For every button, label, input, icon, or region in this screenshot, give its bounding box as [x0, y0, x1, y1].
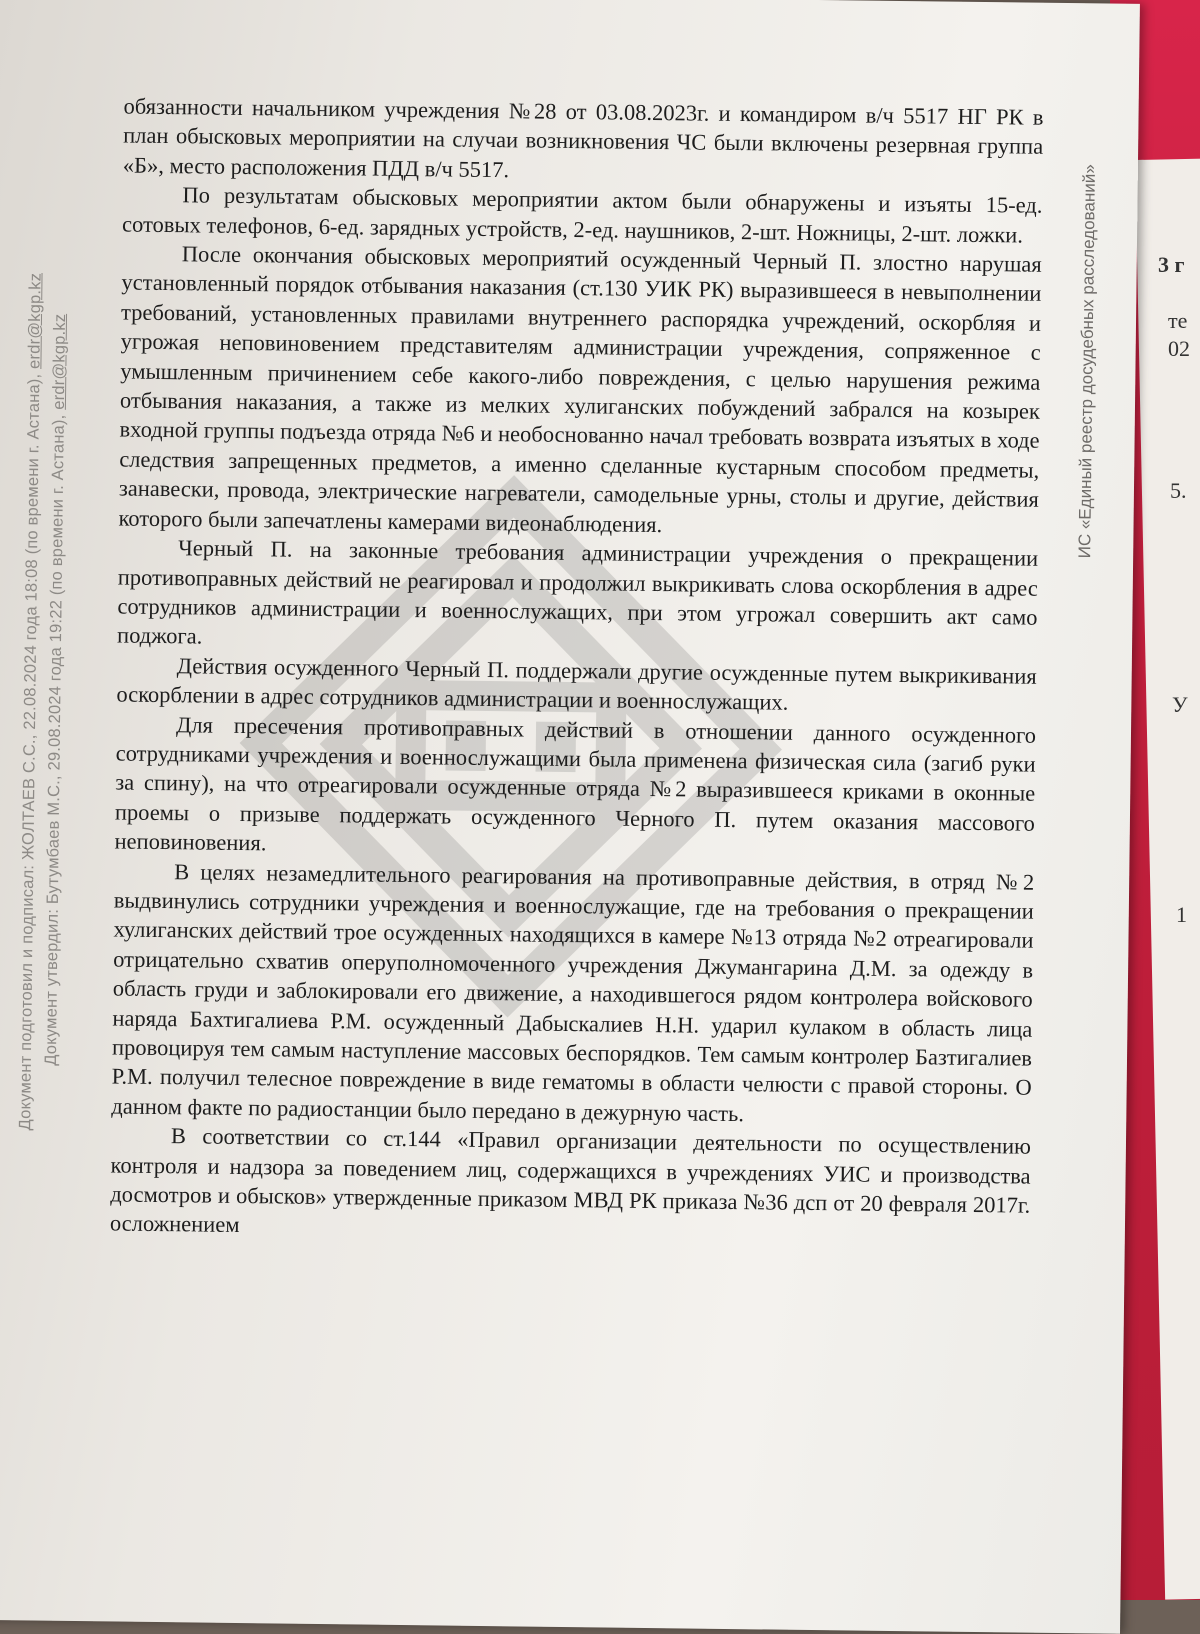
background-fragment: У: [1172, 692, 1188, 717]
background-fragment: 5.: [1170, 478, 1187, 503]
paragraph: обязанности начальником учреждения №28 от 03.08.2023г. и командиром в/ч 5517 НГ РК в план обысковых мероприятии на случаи возникновения ЧС были включены резервная группа «Б», место расположения ПДД в/ч 5517.: [122, 93, 1044, 183]
background-fragment: те: [1168, 308, 1188, 333]
paragraph: Черный П. на законные требования администрации учреждения о прекращении противоправных действий не реагировал и продолжил выкрикивать слова оскорбления в адрес сотрудников администрации и военнослужащих, при этом угрожал совершить акт само поджога.: [116, 535, 1039, 649]
approved-by-text: Документ утвердил: Бутумбаев М.С., 29.08.2024 года 19:22 (по времени г. Астана),: [41, 414, 68, 1066]
signed-by-note: [16, 273, 45, 1131]
registry-label: ИС «Единый реестр досудебных расследований»: [1075, 164, 1099, 559]
paragraph: Действия осужденного Черный П. поддержали другие осужденные путем выкрикивания оскорблении в адрес сотрудников администрации и военнослужащих.: [116, 652, 1037, 715]
background-fragment: 02: [1168, 336, 1190, 361]
paragraph: В целях незамедлительного реагирования на противоправные действия, в отряд №2 выдвинулись сотрудники учреждения и военнослужащие, где на требования о прекращении хулиганских действий трое осужденных находящихся в камере №13 отряда №2 отреагировали отрицательно схватив оперуполномоченного учреждения Джумангарина Д.М. за одежду в область груди и заблокировали его движение, а находившегося рядом контролера войскового наряда Бахтигалиева Р.М. осужденный Дабыскалиев Н.Н. ударил кулаком в область лица провоцируя тем самым наступление массовых беспорядков. Тем самым контролер Базтигалиев Р.М. получил телесное повреждение в виде гематомы в области челюсти с правой стороны. О данном факте по радиостанции было передано в дежурную часть.: [111, 858, 1035, 1126]
approved-by-note: [42, 314, 70, 1066]
paragraph: После окончания обысковых мероприятий осужденный Черный П. злостно нарушая установленный порядок отбывания наказания (ст.130 УИК РК) выразившееся в невыполнении требований, установленных правилами внутреннего распорядка учреждений, оскорбляя и угрожая неповиновением представителям администрации учреждения, сопряженное с умышленным причинением себе какого-либо повреждения, с целью нарушения режима отбывания наказания, а также из мелких хулиганских побуждений забрался на козырек входной группы подъезда отряда №6 и необоснованно начал требовать возврата изъятых в ходе следствия запрещенных предметов, а именно сделанные кустарным способом предметы, занавески, провода, электрические нагреватели, самодельные урны, столы и другие, действия которого были запечатлены камерами видеонаблюдения.: [118, 241, 1042, 537]
approved-by-email-link[interactable]: erdr@kgp.kz: [49, 313, 70, 410]
background-fragment: 3 г: [1158, 252, 1185, 277]
paragraph: Для пресечения противоправных действий в отношении данного осужденного сотрудниками учреждения и военнослужащими была применена физическая сила (загиб руки за спину), на что отреагировали осужденные отряда №2 выразившееся криками в оконные проемы о призыве поддержать осужденного Черного П. путем оказания массового неповиновения.: [114, 711, 1037, 856]
paragraph: По результатам обысковых мероприятии актом были обнаружены и изъяты 15-ед. сотовых телефонов, 6-ед. зарядных устройств, 2-ед. наушников, 2-шт. Ножницы, 2-шт. ложки.: [122, 182, 1043, 248]
background-fragment: 1: [1176, 902, 1187, 927]
signed-by-email-link[interactable]: erdr@kgp.kz: [25, 272, 45, 369]
signed-by-text: Документ подготовил и подписал: ЖОЛТАЕВ С.С., 22.08.2024 года 18:08 (по времени г. Астана),: [16, 373, 44, 1131]
document-body: [110, 92, 1044, 1250]
paragraph: В соответствии со ст.144 «Правил организации деятельности по осуществлению контроля и надзора за поведением лиц, содержащихся в учреждениях УИС и производства досмотров и обысков» утвержденные приказом МВД РК приказа №36 дсп от 20 февраля 2017г. осложнением: [109, 1123, 1032, 1238]
